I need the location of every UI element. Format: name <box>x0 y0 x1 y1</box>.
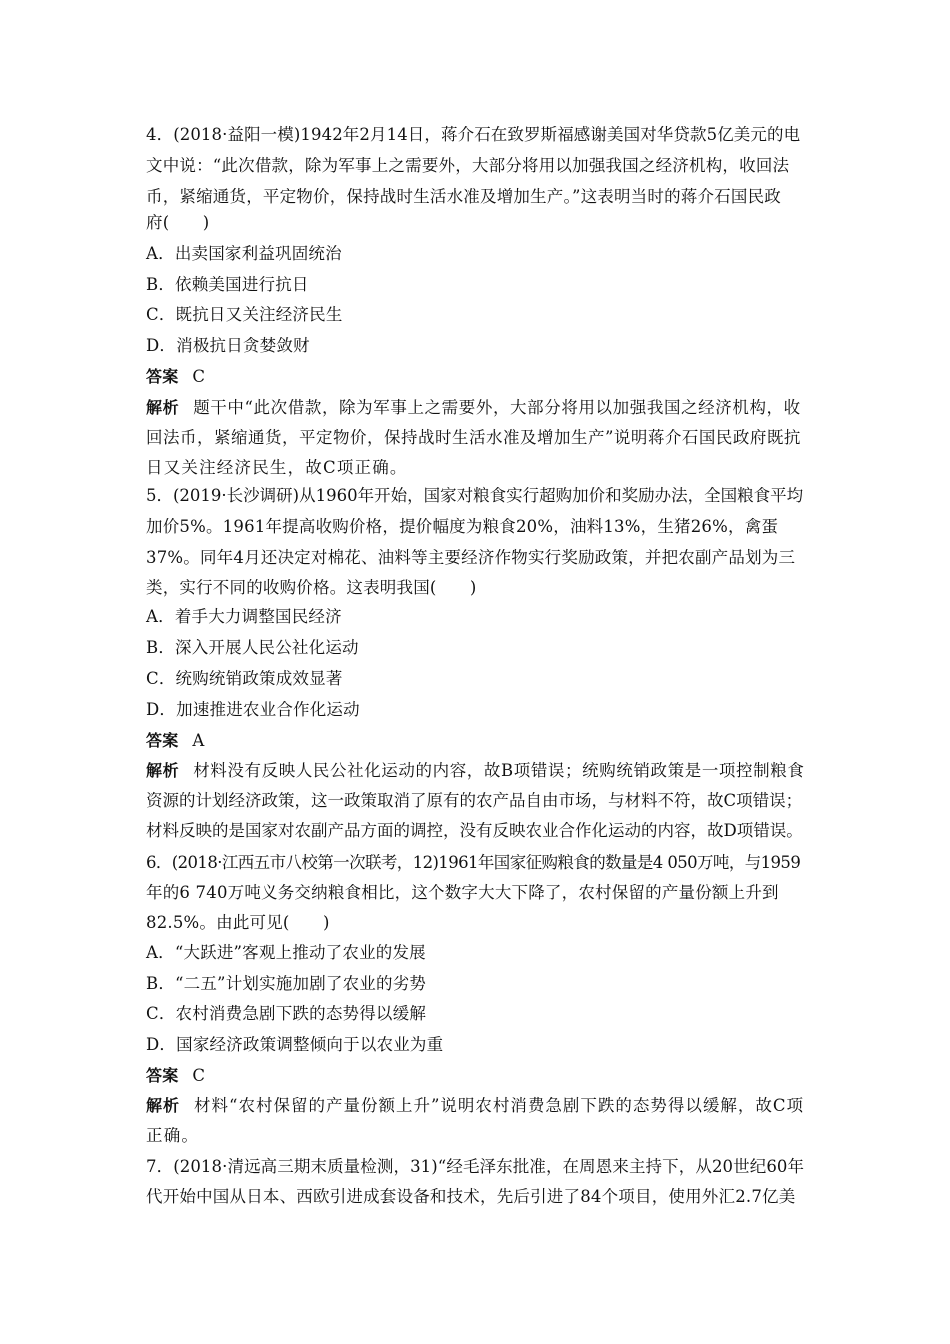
q6-option-d: D．国家经济政策调整倾向于以农业为重 <box>146 1035 444 1054</box>
q5-option-c: C．统购统销政策成效显著 <box>146 669 343 688</box>
answer-value: A <box>192 731 205 750</box>
analysis-text: 材料没有反映人民公社化运动的内容，故B项错误；统购统销政策是一项控制粮食 <box>193 761 805 780</box>
q4-stem-line: 文中说：“此次借款，除为军事上之需要外，大部分将用以加强我国之经济机构，收回法 <box>146 156 790 175</box>
q5-stem-line: 37%。同年4月还决定对棉花、油料等主要经济作物实行奖励政策，并把农副产品划为三 <box>146 548 796 567</box>
q4-analysis <box>146 396 801 420</box>
analysis-text: 材料“农村保留的产量份额上升”说明农村消费急剧下跌的态势得以缓解，故C项 <box>194 1096 805 1115</box>
answer-value: C <box>192 1066 206 1085</box>
q4-option-b: B．依赖美国进行抗日 <box>146 275 309 294</box>
q6-analysis-line: 正确。 <box>146 1126 200 1145</box>
q6-option-c: C．农村消费急剧下跌的态势得以缓解 <box>146 1004 427 1023</box>
q6-analysis <box>146 1094 804 1118</box>
q5-analysis-line: 材料反映的是国家对农副产品方面的调控，没有反映农业合作化运动的内容，故D项错误。 <box>146 821 803 840</box>
q4-stem-line: 币，紧缩通货，平定物价，保持战时生活水准及增加生产。”这表明当时的蒋介石国民政 <box>146 187 781 206</box>
q6-option-a: A．“大跃进”客观上推动了农业的发展 <box>146 943 426 962</box>
q6-option-b: B．“二五”计划实施加剧了农业的劣势 <box>146 974 427 993</box>
q6-stem-line: 6．(2018·江西五市八校第一次联考，12)1961年国家征购粮食的数量是4 050万吨，与1959 <box>146 853 801 872</box>
q5-answer <box>146 729 205 753</box>
q4-analysis-line: 日又关注经济民生，故C项正确。 <box>146 458 408 477</box>
q5-stem-line: 加价5%。1961年提高收购价格，提价幅度为粮食20%，油料13%，生猪26%，禽蛋 <box>146 517 779 536</box>
q4-option-d: D．消极抗日贪婪敛财 <box>146 336 310 355</box>
q5-option-d: D．加速推进农业合作化运动 <box>146 700 360 719</box>
analysis-label: 解析 <box>146 761 180 780</box>
q5-analysis <box>146 759 804 783</box>
answer-label: 答案 <box>146 367 179 386</box>
analysis-label: 解析 <box>146 1096 181 1115</box>
q4-stem-line: 府( ) <box>146 213 210 232</box>
q7-stem-line: 代开始中国从日本、西欧引进成套设备和技术，先后引进了84个项目，使用外汇2.7亿美 <box>146 1187 796 1206</box>
q5-analysis-line: 资源的计划经济政策，这一政策取消了原有的农产品自由市场，与材料不符，故C项错误； <box>146 791 803 810</box>
q5-option-a: A．着手大力调整国民经济 <box>146 607 342 626</box>
answer-label: 答案 <box>146 1066 179 1085</box>
analysis-label: 解析 <box>146 398 180 417</box>
answer-label: 答案 <box>146 731 179 750</box>
q6-answer <box>146 1064 205 1088</box>
q4-stem-line: 4．(2018·益阳一模)1942年2月14日，蒋介石在致罗斯福感谢美国对华贷款5亿美元的电 <box>146 125 801 144</box>
q5-option-b: B．深入开展人民公社化运动 <box>146 638 359 657</box>
analysis-text: 题干中“此次借款，除为军事上之需要外，大部分将用以加强我国之经济机构，收 <box>193 398 801 417</box>
answer-value: C <box>192 367 206 386</box>
q4-analysis-line: 回法币，紧缩通货，平定物价，保持战时生活水准及增加生产”说明蒋介石国民政府既抗 <box>146 428 801 447</box>
q7-stem-line: 7．(2018·清远高三期末质量检测，31)“经毛泽东批准，在周恩来主持下，从20世纪60年 <box>146 1157 805 1176</box>
q4-answer <box>146 365 205 389</box>
q5-stem-line: 5．(2019·长沙调研)从1960年开始，国家对粮食实行超购加价和奖励办法，全国粮食平均 <box>146 486 804 505</box>
q6-stem-line: 82.5%。由此可见( ) <box>146 913 330 932</box>
q5-stem-line: 类，实行不同的收购价格。这表明我国( ) <box>146 578 477 597</box>
q4-option-c: C．既抗日又关注经济民生 <box>146 305 343 324</box>
q4-option-a: A．出卖国家利益巩固统治 <box>146 244 342 263</box>
q6-stem-line: 年的6 740万吨义务交纳粮食相比，这个数字大大下降了，农村保留的产量份额上升到 <box>146 883 779 902</box>
